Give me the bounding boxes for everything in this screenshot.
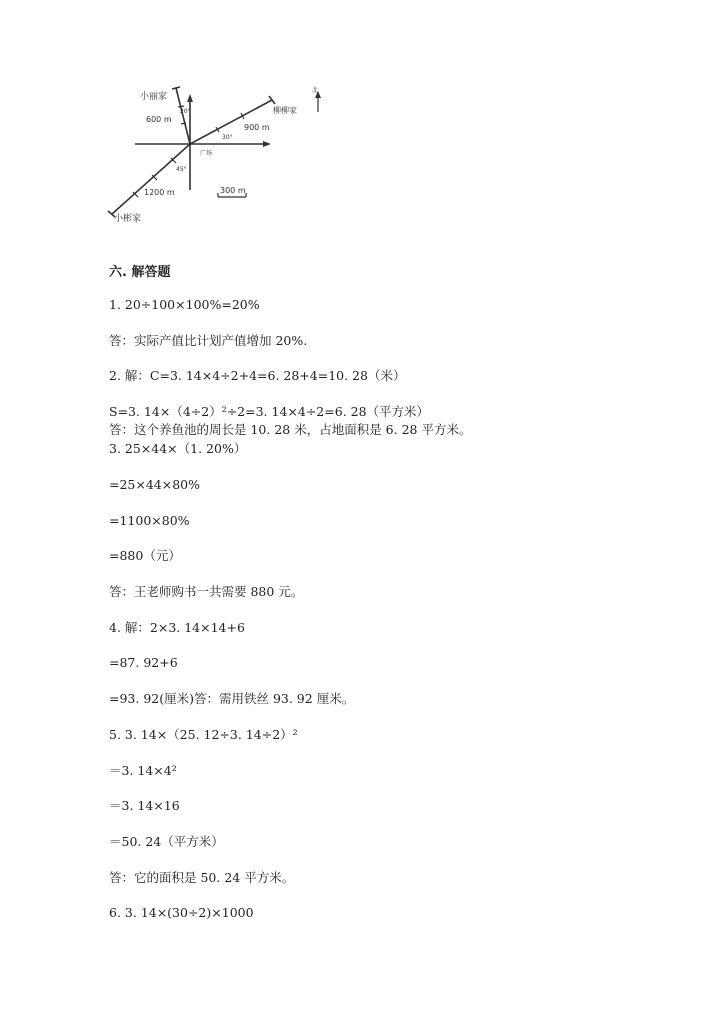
answer-line: =93. 92(厘米)答：需用铁丝 93. 92 厘米。 [109, 691, 355, 706]
answer-line: 5. 3. 14×（25. 12÷3. 14÷2）² [109, 727, 298, 742]
label-distance-900: 900 m [244, 123, 270, 132]
answer-line: S=3. 14×（4÷2）²÷2=3. 14×4÷2=6. 28（平方米） [109, 404, 430, 419]
label-angle-45: 45° [176, 166, 187, 173]
label-xiaobin-home: 小彬家 [114, 214, 142, 224]
label-square: 广场 [200, 150, 213, 157]
answer-line: =1100×80% [109, 513, 190, 528]
section-title: 六. 解答题 [109, 265, 171, 280]
label-liuliu-home: 柳柳家 [273, 106, 297, 115]
label-xiaoli-home: 小丽家 [140, 92, 168, 102]
answer-line: 6. 3. 14×(30÷2)×1000 [109, 905, 254, 920]
answer-line: ＝3. 14×4² [109, 763, 177, 778]
horizontal-arrow [263, 141, 271, 147]
answer-line: =25×44×80% [109, 477, 201, 492]
answer-line: 答：王老师购书一共需要 880 元。 [109, 584, 304, 599]
tick-xiaoli-2 [178, 106, 184, 107]
label-north: 北 [312, 87, 319, 94]
answer-line: 2. 解：C=3. 14×4÷2+4=6. 28+4=10. 28（米） [109, 368, 406, 383]
answer-line: =880（元） [109, 548, 181, 563]
map-diagram [100, 80, 340, 230]
route-liuliu-end [269, 96, 275, 104]
label-angle-30: 30° [222, 134, 233, 141]
answer-line: 答：实际产值比计划产值增加 20%. [109, 333, 308, 348]
label-distance-600: 600 m [146, 115, 172, 124]
answer-line: 1. 20÷100×100%=20% [109, 297, 260, 312]
label-angle-20: 20° [180, 108, 191, 115]
answer-line: 答：这个养鱼池的周长是 10. 28 米，占地面积是 6. 28 平方米。 [109, 422, 472, 437]
label-scale: 300 m [220, 186, 246, 195]
answer-line: 4. 解：2×3. 14×14+6 [109, 620, 245, 635]
answer-line: 答：它的面积是 50. 24 平方米。 [109, 870, 295, 885]
route-xiaoli [176, 88, 190, 144]
vertical-arrow [187, 94, 193, 102]
route-xiaoli-end [172, 87, 180, 89]
label-distance-1200: 1200 m [144, 188, 175, 197]
answer-line: ＝3. 14×16 [109, 798, 180, 813]
answer-line: ＝50. 24（平方米） [109, 834, 224, 849]
answer-line: =87. 92+6 [109, 655, 178, 670]
answer-line: 3. 25×44×（1. 20%） [109, 441, 247, 456]
map-diagram-svg [100, 80, 340, 230]
route-xiaobin [112, 144, 190, 214]
